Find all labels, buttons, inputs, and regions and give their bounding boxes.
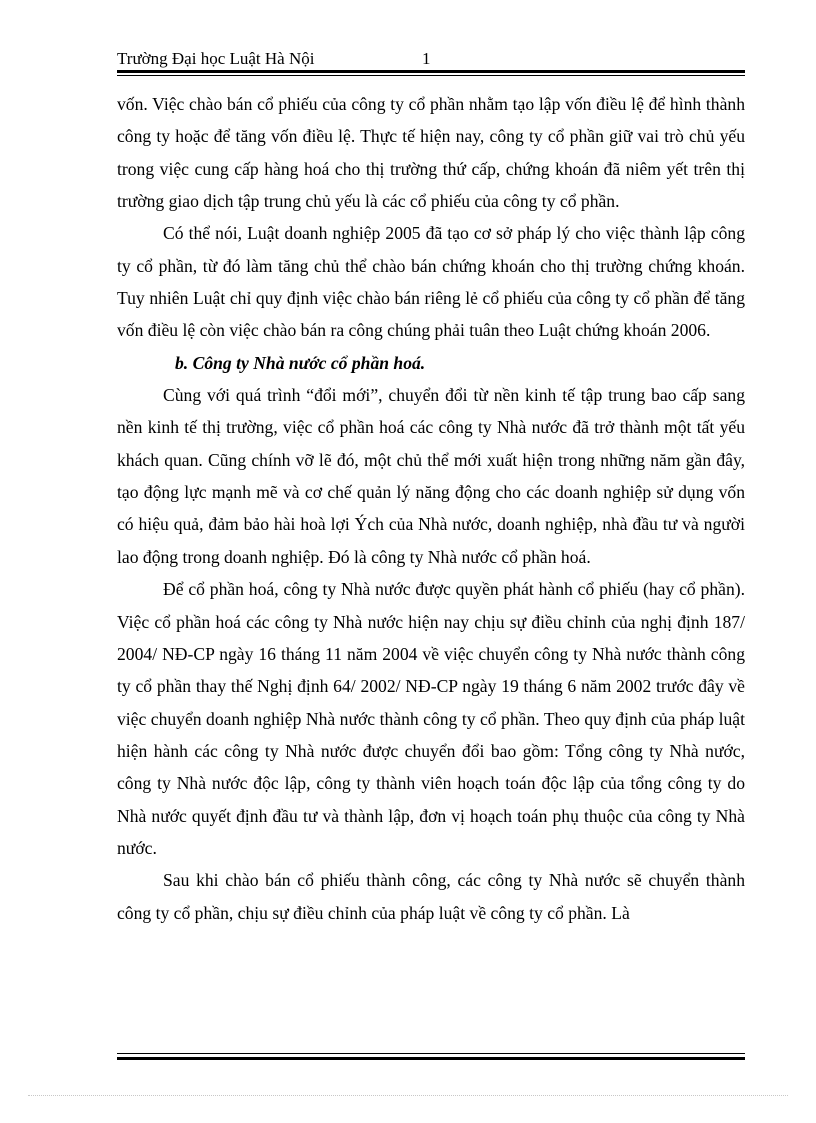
header-rule-thick — [117, 70, 745, 73]
section-heading: b. Công ty Nhà nước cổ phần hoá. — [175, 352, 426, 373]
body-text — [117, 88, 745, 929]
paragraph: Cùng với quá trình “đổi mới”, chuyển đổi từ nền kinh tế tập trung bao cấp sang nền kinh tế thị trường, việc cổ phần hoá các công ty Nhà nước đã trở thành một tất yếu khách quan. Cũng chính vỡ lẽ đó, một chủ thể mới xuất hiện trong những năm gần đây, tạo động lực mạnh mẽ và cơ chế quản lý năng động cho các doanh nghiệp sử dụng vốn có hiệu quả, đảm bảo hài hoà lợi Ých của Nhà nước, doanh nghiệp, nhà đầu tư và người lao động trong doanh nghiệp. Đó là công ty Nhà nước cổ phần hoá. — [117, 385, 745, 567]
paragraph: vốn. Việc chào bán cổ phiếu của công ty cổ phần nhằm tạo lập vốn điều lệ để hình thành công ty hoặc để tăng vốn điều lệ. Thực tế hiện nay, công ty cổ phần giữ vai trò chủ yếu trong việc cung cấp hàng hoá cho thị trường thứ cấp, chứng khoán đã niêm yết trên thị trường giao dịch tập trung chủ yếu là các cổ phiếu của công ty cổ phần. — [117, 94, 745, 212]
paragraph: Để cổ phần hoá, công ty Nhà nước được quyền phát hành cổ phiếu (hay cổ phần). Việc cổ phần hoá các công ty Nhà nước hiện nay chịu sự điều chỉnh của nghị định 187/ 2004/ NĐ-CP ngày 16 tháng 11 năm 2004 về việc chuyển công ty Nhà nước thành công ty cổ phần thay thế Nghị định 64/ 2002/ NĐ-CP ngày 19 tháng 6 năm 2002 trước đây về việc chuyển doanh nghiệp Nhà nước thành công ty cổ phần. Theo quy định của pháp luật hiện hành các công ty Nhà nước được chuyển đổi bao gồm: Tổng công ty Nhà nước, công ty Nhà nước độc lập, công ty thành viên hoạch toán độc lập của tổng công ty do Nhà nước quyết định đầu tư và thành lập, đơn vị hoạch toán phụ thuộc của công ty Nhà nước. — [117, 579, 745, 858]
page-header — [117, 48, 745, 70]
page-number: 1 — [422, 49, 431, 68]
page-edge-dotted-line — [28, 1095, 788, 1096]
header-school-name: Trường Đại học Luật Hà Nội — [117, 49, 315, 68]
paragraph: Sau khi chào bán cổ phiếu thành công, các công ty Nhà nước sẽ chuyển thành công ty cổ phần, chịu sự điều chỉnh của pháp luật về công ty cổ phần. Là — [117, 870, 745, 923]
footer-rule-thin — [117, 1053, 745, 1054]
header-rule-thin — [117, 75, 745, 76]
footer-rule-thick — [117, 1057, 745, 1060]
paragraph: Có thể nói, Luật doanh nghiệp 2005 đã tạo cơ sở pháp lý cho việc thành lập công ty cổ phần, từ đó làm tăng chủ thể chào bán chứng khoán cho thị trường chứng khoán. Tuy nhiên Luật chỉ quy định việc chào bán riêng lẻ cổ phiếu của công ty cổ phần để tăng vốn điều lệ còn việc chào bán ra công chúng phải tuân theo Luật chứng khoán 2006. — [117, 223, 745, 341]
